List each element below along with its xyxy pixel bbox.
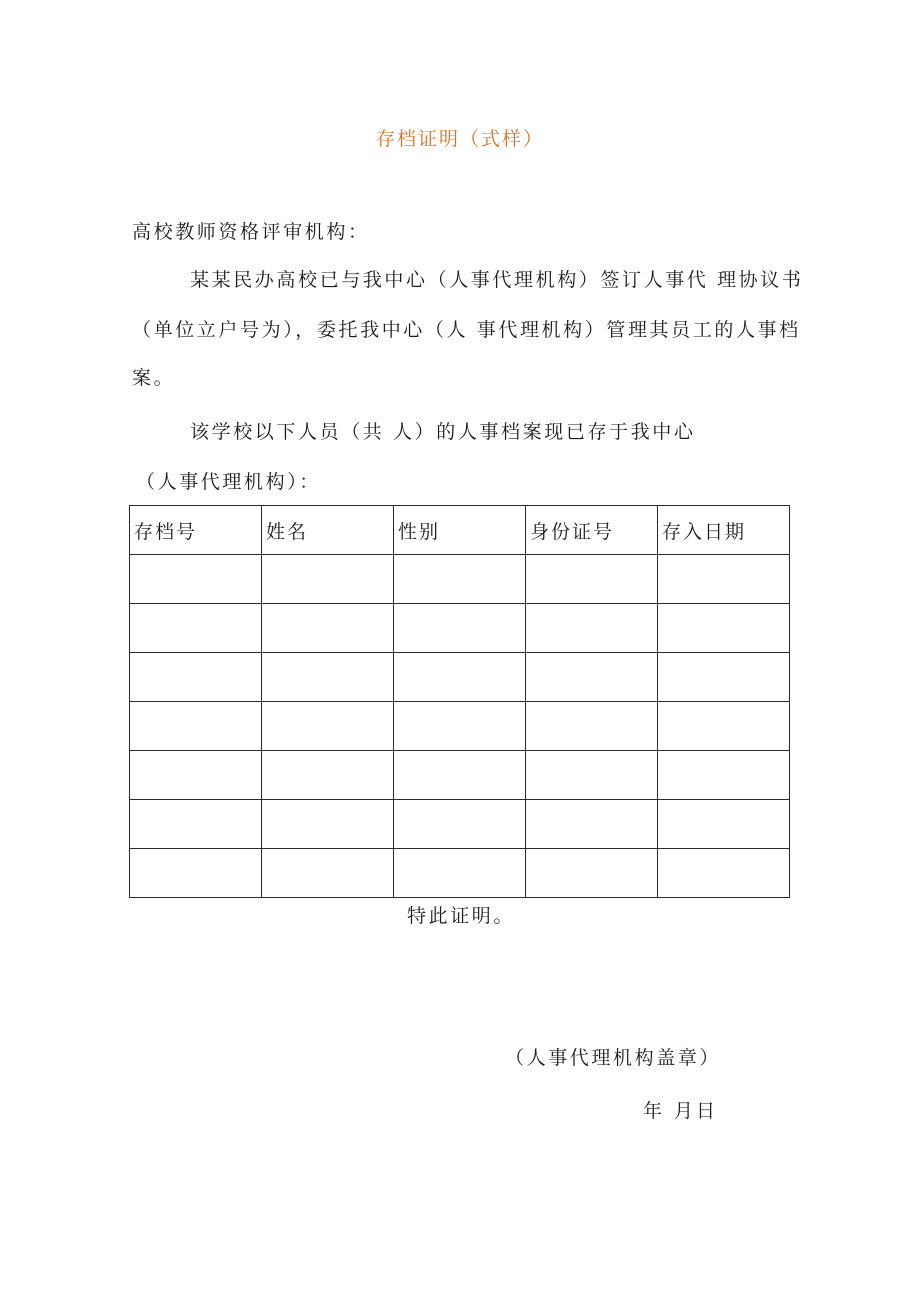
paragraph2-line1: 该学校以下人员（共 人）的人事档案现已存于我中心 [190, 421, 696, 443]
table-cell [526, 702, 658, 751]
table-header-row [130, 506, 790, 555]
salutation: 高校教师资格评审机构： [132, 221, 370, 243]
table-row [130, 849, 790, 898]
paragraph2-line2: （人事代理机构）： [136, 471, 321, 493]
table-cell [130, 849, 262, 898]
table-cell [130, 555, 262, 604]
header-deposit-date: 存入日期 [658, 506, 790, 555]
date-line: 年 月日 [643, 1100, 719, 1122]
table-cell [658, 800, 790, 849]
header-name: 姓名 [262, 506, 394, 555]
table-cell [658, 849, 790, 898]
table-row [130, 751, 790, 800]
table-cell [394, 604, 526, 653]
paragraph1-line2: （单位立户号为），委托我中心（人 事代理机构）管理其员工的人事档 [132, 319, 801, 341]
table-cell [658, 653, 790, 702]
table-cell [526, 653, 658, 702]
table-row [130, 604, 790, 653]
table-cell [658, 604, 790, 653]
table-cell [130, 604, 262, 653]
table-cell [526, 751, 658, 800]
table-cell [658, 702, 790, 751]
table-cell [658, 751, 790, 800]
table-cell [394, 751, 526, 800]
table-row [130, 702, 790, 751]
table-cell [130, 800, 262, 849]
table-cell [394, 702, 526, 751]
table-cell [526, 604, 658, 653]
table-cell [130, 751, 262, 800]
document-title: 存档证明（式样） [375, 128, 544, 150]
table-row [130, 800, 790, 849]
table-cell [526, 555, 658, 604]
archive-records-table [129, 505, 790, 898]
table-cell [262, 751, 394, 800]
table-cell [526, 800, 658, 849]
table-cell [394, 800, 526, 849]
paragraph1-line1: 某某民办高校已与我中心（人事代理机构）签订人事代 理协议书 [190, 269, 804, 291]
table-row [130, 653, 790, 702]
paragraph1-line3: 案。 [132, 367, 176, 389]
table-cell [262, 800, 394, 849]
table-cell [394, 555, 526, 604]
agency-seal-note: （人事代理机构盖章） [505, 1047, 722, 1069]
certification-statement: 特此证明。 [407, 905, 516, 927]
header-gender: 性别 [394, 506, 526, 555]
table-cell [394, 849, 526, 898]
table-cell [262, 849, 394, 898]
header-id-number: 身份证号 [526, 506, 658, 555]
table-cell [130, 653, 262, 702]
table-cell [262, 555, 394, 604]
table-cell [658, 555, 790, 604]
table-cell [262, 604, 394, 653]
table-row [130, 555, 790, 604]
table-cell [526, 849, 658, 898]
table-cell [262, 653, 394, 702]
table-cell [130, 702, 262, 751]
table-cell [262, 702, 394, 751]
table-cell [394, 653, 526, 702]
header-archive-number: 存档号 [130, 506, 262, 555]
